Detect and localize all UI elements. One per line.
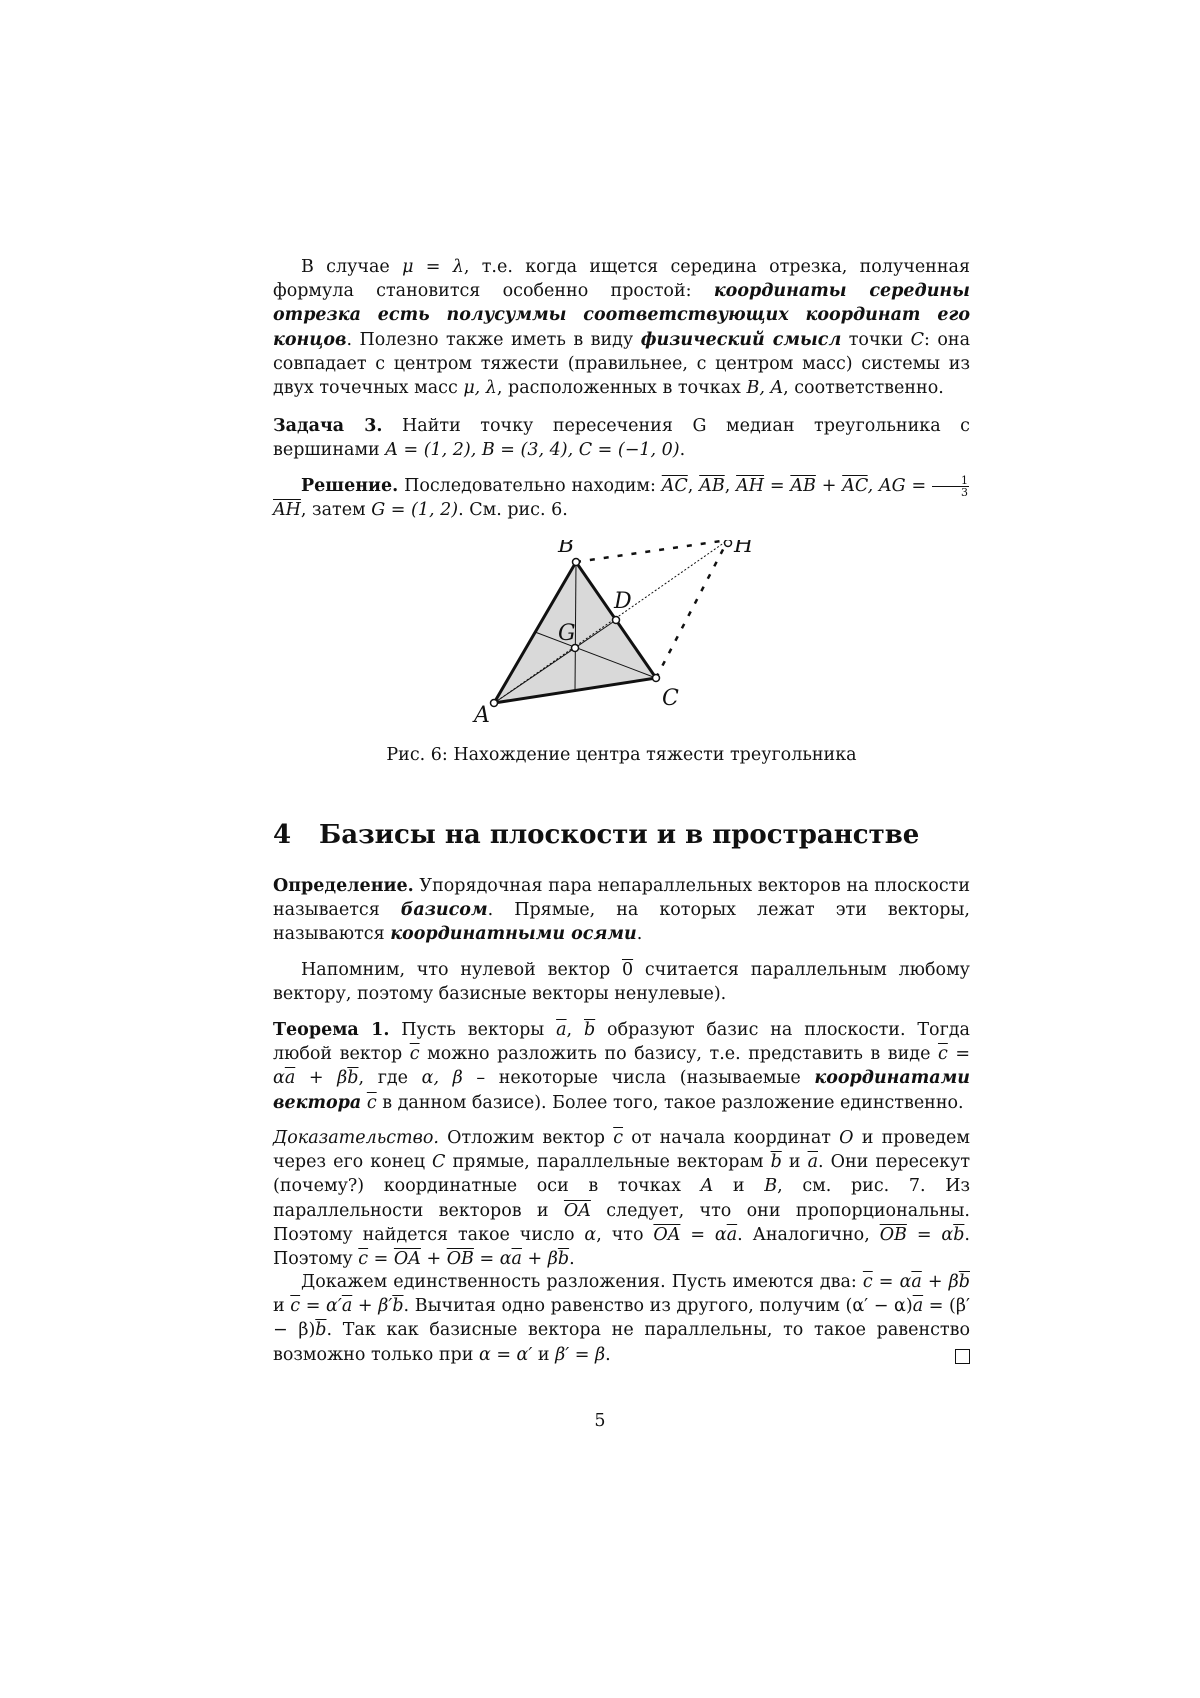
theorem-text-b: образуют базис на плоскости. Тогда любой вектор bbox=[273, 1020, 970, 1065]
theorem-sep: , bbox=[566, 1020, 584, 1040]
proof-eq-alpha: = α bbox=[906, 1224, 954, 1245]
task-3-label: Задача 3. bbox=[273, 416, 383, 436]
point-d bbox=[613, 617, 620, 624]
label-b: B bbox=[558, 540, 575, 558]
vector-a: $\overline{a}$ bbox=[341, 1296, 353, 1317]
reminder-text-b: считается параллельным любому вектору, поэтому базисные векторы ненулевые). bbox=[273, 960, 970, 1005]
p1-emphasis-physical-meaning: физический смысл bbox=[640, 329, 842, 350]
proof-text-b: от начала координат bbox=[623, 1128, 840, 1148]
proof-text-c: и проведем через его конец bbox=[273, 1128, 970, 1173]
vector-oa: $\overline{OA}$ bbox=[653, 1224, 681, 1245]
uniq-end: . bbox=[605, 1344, 611, 1365]
uniq-and: и bbox=[273, 1296, 291, 1317]
fraction-denominator: 3 bbox=[960, 486, 968, 499]
solution-label: Решение. bbox=[301, 476, 399, 496]
vector-oa: $\overline{OA}$ bbox=[563, 1200, 591, 1221]
proof-eq: = bbox=[368, 1249, 394, 1270]
proof-text-l: . Поэтому bbox=[273, 1224, 970, 1270]
vector-c: $\overline{c}$ bbox=[290, 1296, 301, 1317]
vector-ah: $\overline{AH}$ bbox=[736, 476, 765, 496]
vector-c: $\overline{c}$ bbox=[613, 1128, 624, 1148]
dashed-line-ch bbox=[656, 540, 728, 678]
label-a: A bbox=[474, 703, 490, 728]
vector-ah: $\overline{AH}$ bbox=[273, 500, 301, 521]
solution bbox=[273, 474, 970, 522]
definition-text-b: . Прямые, на которых лежат эти векторы, называются bbox=[273, 900, 970, 945]
proof-text-d: прямые, параллельные векторам bbox=[445, 1152, 771, 1173]
definition-text-a: Упорядочная пара непараллельных векторов на плоскости называется bbox=[273, 876, 970, 921]
uniq-text-i: . Так как базисные вектора не параллельны, то такое равенство возможно только при bbox=[273, 1320, 971, 1365]
vector-ac: $\overline{AC}$ bbox=[842, 476, 868, 496]
vector-c: $\overline{c}$ bbox=[366, 1092, 377, 1113]
p1-emphasis-midpoint-rule: координаты середины отрезка есть полусуммы соответствующих координат его концов bbox=[273, 281, 970, 350]
task-3-end: . bbox=[679, 440, 686, 461]
uniq-text-a: Докажем единственность разложения. Пусть имеются два: bbox=[301, 1272, 863, 1292]
proof-text-h: , что bbox=[596, 1224, 654, 1245]
vector-a: $\overline{a}$ bbox=[556, 1020, 567, 1040]
p1-text-e: : она совпадает с центром тяжести (правильнее, с центром масс) системы из двух точечных масс bbox=[273, 329, 971, 399]
theorem-text-e: – некоторые числа (называемые bbox=[462, 1068, 815, 1089]
proof-text-g: следует, что они пропорциональны. Поэтому найдется такое число bbox=[273, 1200, 970, 1245]
figure-6 bbox=[470, 540, 790, 734]
vector-b: $\overline{b}$ bbox=[557, 1249, 570, 1270]
solution-sep: , bbox=[724, 476, 737, 496]
p1-text-d: точки bbox=[841, 329, 911, 350]
proof-and: и bbox=[713, 1176, 765, 1197]
proof-text-e: . Они пересекут (почему?) координатные оси в точках bbox=[273, 1152, 971, 1197]
p1-math-points: B, A bbox=[746, 378, 784, 399]
vector-a: $\overline{a}$ bbox=[807, 1152, 818, 1173]
uniqueness bbox=[273, 1270, 970, 1367]
p1-math-masses: μ, λ bbox=[463, 378, 497, 399]
vector-c: $\overline{c}$ bbox=[358, 1249, 369, 1270]
proof-label: Доказательство. bbox=[273, 1128, 439, 1148]
solution-plus: + bbox=[815, 476, 843, 496]
solution-sep: , bbox=[687, 476, 700, 496]
label-g: G bbox=[558, 621, 576, 646]
proof-plus: + bbox=[420, 1249, 447, 1270]
theorem-text-c: можно разложить по базису, т.е. представить в виде bbox=[419, 1044, 938, 1065]
section-title: Базисы на плоскости и в пространстве bbox=[319, 820, 920, 850]
point-b bbox=[573, 559, 580, 566]
reminder-text-a: Напомним, что нулевой вектор bbox=[301, 960, 622, 980]
page-number: 5 bbox=[594, 1411, 606, 1431]
definition-term-axes: координатными осями bbox=[390, 924, 637, 945]
vector-b: $\overline{b}$ bbox=[953, 1224, 965, 1245]
solution-eq: = bbox=[764, 476, 791, 496]
definition-label: Определение. bbox=[273, 876, 414, 896]
proof-text-j: . Аналогично, bbox=[737, 1224, 880, 1245]
theorem-term-coords: координатами вектора bbox=[273, 1068, 970, 1113]
p1-math-c: C bbox=[910, 329, 924, 350]
proof bbox=[273, 1126, 970, 1271]
theorem-label: Теорема 1. bbox=[273, 1020, 390, 1040]
p1-text-g: , соответственно. bbox=[783, 378, 944, 399]
qed-box-icon bbox=[955, 1349, 970, 1364]
p1-text-a: В случае bbox=[301, 257, 403, 277]
vector-zero: 0 bbox=[621, 960, 634, 980]
triangle-figure bbox=[470, 540, 790, 730]
proof-text-a: Отложим вектор bbox=[438, 1128, 614, 1148]
uniq-plus-beta-prime: + β′ bbox=[352, 1296, 393, 1317]
solution-text-d: . См. рис. 6. bbox=[458, 500, 568, 521]
label-c: C bbox=[662, 686, 679, 711]
section-number: 4 bbox=[273, 820, 292, 850]
uniq-text-h: = (β′ − β) bbox=[273, 1296, 970, 1341]
theorem-text-a: Пусть векторы bbox=[389, 1020, 557, 1040]
vector-ab: $\overline{AB}$ bbox=[790, 476, 816, 496]
p1-math-mu-lambda: μ = λ bbox=[402, 257, 464, 277]
proof-point-a: A bbox=[700, 1176, 714, 1197]
vector-ac: $\overline{AC}$ bbox=[661, 476, 688, 496]
solution-text-c: , затем bbox=[300, 500, 372, 521]
vector-oa: $\overline{OA}$ bbox=[393, 1249, 421, 1270]
figure-caption: Рис. 6: Нахождение центра тяжести треугольника bbox=[386, 745, 857, 765]
uniq-beta-eq: β′ = β bbox=[555, 1344, 606, 1365]
vector-ob: $\overline{OB}$ bbox=[879, 1224, 907, 1245]
vector-b: $\overline{b}$ bbox=[770, 1152, 782, 1173]
vector-a: $\overline{a}$ bbox=[726, 1224, 738, 1245]
proof-point-c: C bbox=[432, 1152, 446, 1173]
proof-eq-alpha: = α bbox=[473, 1249, 512, 1270]
p1-text-f: , расположенных в точках bbox=[496, 378, 747, 399]
uniq-eq-alpha: = α bbox=[872, 1272, 912, 1292]
proof-and: и bbox=[781, 1152, 808, 1173]
theorem-text-d: , где bbox=[358, 1068, 422, 1089]
proof-text-f: , см. рис. 7. Из параллельности векторов и bbox=[273, 1176, 970, 1221]
uniq-eq-alpha-prime: = α′ bbox=[300, 1296, 342, 1317]
vector-c: $\overline{c}$ bbox=[937, 1044, 948, 1065]
theorem-1 bbox=[273, 1018, 970, 1115]
definition bbox=[273, 874, 970, 947]
dashed-line-bh bbox=[576, 540, 728, 562]
uniq-and: и bbox=[532, 1344, 556, 1365]
theorem-alpha-beta: α, β bbox=[421, 1068, 463, 1089]
solution-g-coords: G = (1, 2) bbox=[371, 500, 459, 521]
vector-a: $\overline{a}$ bbox=[911, 1272, 922, 1292]
vector-ab: $\overline{AB}$ bbox=[699, 476, 725, 496]
vector-c: $\overline{c}$ bbox=[409, 1044, 420, 1065]
vector-a: $\overline{a}$ bbox=[912, 1296, 924, 1317]
vector-b: $\overline{b}$ bbox=[315, 1320, 327, 1341]
point-h bbox=[725, 540, 732, 547]
fraction-one-third bbox=[932, 475, 969, 498]
reminder bbox=[273, 958, 970, 1006]
paragraph-midpoint bbox=[273, 255, 970, 400]
proof-eq-alpha: = α bbox=[680, 1224, 727, 1245]
vector-c: $\overline{c}$ bbox=[862, 1272, 873, 1292]
theorem-plus-beta: + β bbox=[295, 1068, 348, 1089]
p1-text-c: . Полезно также иметь в виду bbox=[346, 329, 641, 350]
point-c bbox=[653, 675, 660, 682]
task-3-vertices: A = (1, 2), B = (3, 4), C = (−1, 0) bbox=[385, 440, 680, 461]
section-heading bbox=[273, 820, 970, 850]
proof-alpha: α bbox=[584, 1224, 597, 1245]
proof-origin: O bbox=[839, 1128, 854, 1148]
uniq-text-g: . Вычитая одно равенство из другого, получим (α′ − α) bbox=[403, 1296, 913, 1317]
definition-term-basis: базисом bbox=[400, 900, 488, 921]
label-h: H bbox=[734, 540, 754, 558]
theorem-eq: = α bbox=[273, 1044, 970, 1089]
vector-a: $\overline{a}$ bbox=[284, 1068, 296, 1089]
fraction-numerator: 1 bbox=[932, 475, 969, 487]
vector-b: $\overline{b}$ bbox=[958, 1272, 970, 1292]
solution-ag: , AG = bbox=[867, 476, 932, 496]
p1-text-b: , т.е. когда ищется середина отрезка, полученная формула становится особенно простой: bbox=[273, 257, 970, 302]
label-d: D bbox=[614, 589, 632, 614]
solution-text-a: Последовательно находим: bbox=[398, 476, 662, 496]
task-3 bbox=[273, 414, 970, 462]
proof-end: . bbox=[569, 1249, 575, 1270]
vector-b: $\overline{b}$ bbox=[347, 1068, 359, 1089]
vector-b: $\overline{b}$ bbox=[392, 1296, 404, 1317]
definition-end: . bbox=[636, 924, 643, 945]
proof-point-b: B bbox=[764, 1176, 778, 1197]
theorem-text-f: в данном базисе). Более того, такое разложение единственно. bbox=[376, 1092, 964, 1113]
proof-plus-beta: + β bbox=[521, 1249, 558, 1270]
vector-a: $\overline{a}$ bbox=[511, 1249, 522, 1270]
vector-ob: $\overline{OB}$ bbox=[446, 1249, 474, 1270]
uniq-plus-beta: + β bbox=[921, 1272, 959, 1292]
uniq-alpha-eq: α = α′ bbox=[478, 1344, 533, 1365]
vector-b: $\overline{b}$ bbox=[583, 1020, 596, 1040]
task-3-text: Найти точку пересечения G медиан треугольника с вершинами bbox=[273, 416, 970, 461]
point-a bbox=[491, 700, 498, 707]
